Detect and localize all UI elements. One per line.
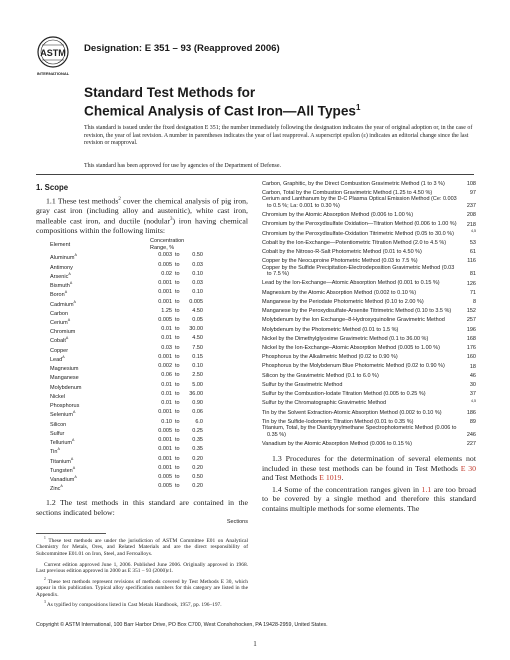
method-row (262, 342, 476, 351)
method-name: Molybdenum by the Photometric Method (0.01 to 1.5 %) (262, 326, 399, 333)
method-row (262, 388, 476, 397)
method-name: Chromium by the Peroxydisulfate Oxidation—Titration Method (0.006 to 1.00 %) (262, 221, 457, 228)
method-row (262, 219, 476, 228)
method-name: Sulfur by the Chromatographic Gravimetric Method (262, 400, 387, 407)
method-row (262, 265, 476, 278)
method-name: Cobalt by the Nitroso-R-Salt Photometric Method (0.01 to 4.50 %) (262, 249, 422, 256)
method-name: Manganese by the Peroxydisulfate-Arsenite Titrimetric Method (0.10 to 3.5 %) (262, 308, 452, 315)
method-name: Phosphorus by the Alkalimetric Method (0.02 to 0.90 %) (262, 354, 398, 361)
copyright-footer: Copyright © ASTM International, 100 Barr Harbor Drive, PO Box C700, West Conshohocken, PA 19428-2959, United States. (36, 622, 328, 628)
method-section: 116 (467, 258, 476, 265)
method-name: Molybdenum by the Ion Exchange–8-Hydroxyquinoline Gravimetric Method (262, 317, 445, 324)
method-name: Manganese by the Periodate Photometric Method (0.10 to 2.00 %) (262, 298, 424, 305)
range-lo: 0.001 (158, 446, 172, 453)
range-lo: 0.03 (161, 344, 172, 351)
element-name: Carbon (50, 310, 69, 317)
range-lo: 0.005 (158, 483, 172, 490)
range-hi: 0.35 (192, 446, 203, 453)
element-name: Arsenic$^A$ (50, 271, 71, 280)
range-to: to (175, 464, 180, 471)
element-name: Manganese (50, 375, 79, 382)
intro-paragraph: This standard is issued under the fixed designation E 351; the number immediately following the designation indicates the year of original adoption or, in the case of revision, the year of last revision. A number in parentheses indicates the year of last reapproval. A superscript epsilon (ε) indicates an editorial change since the last revision or reapproval. (84, 125, 473, 147)
left-column (36, 178, 248, 609)
range-hi: 0.05 (192, 317, 203, 324)
column-header-range: Concentration Range, % (150, 238, 185, 252)
method-row (262, 296, 476, 305)
method-row (262, 416, 476, 425)
concentration-row (50, 262, 203, 271)
svg-text:INTERNATIONAL: INTERNATIONAL (36, 71, 70, 76)
range-to: to (175, 326, 180, 333)
method-name: Copper by the Sulfide Precipitation-Electrodeposition Gravimetric Method (0.03 to 7.5 %) (262, 264, 455, 278)
range-to: to (175, 298, 180, 305)
title-line2: Chemical Analysis of Cast Iron—All Types$^1$ (84, 103, 361, 119)
element-name: Tin$^A$ (50, 447, 60, 456)
range-hi: 4.50 (192, 335, 203, 342)
range-hi: 0.20 (192, 455, 203, 462)
range-hi: 0.20 (192, 483, 203, 490)
range-hi: 4.50 (192, 307, 203, 314)
concentration-table (50, 238, 203, 492)
footnote-rule (36, 533, 106, 534)
range-lo: 1.25 (161, 307, 172, 314)
element-name: Tungsten$^A$ (50, 465, 76, 474)
method-row (262, 438, 476, 447)
method-row (262, 398, 476, 407)
element-name: Silicon (50, 421, 67, 428)
paragraph-1-2: 1.2 The test methods in this standard are contained in the sections indicated below: (36, 498, 248, 517)
method-row (262, 278, 476, 287)
method-section: 8 (472, 298, 476, 305)
sections-column-header: Sections (226, 519, 248, 526)
range-lo: 0.01 (161, 381, 172, 388)
method-row (262, 324, 476, 333)
method-name: Phosphorus by the Molybdenum Blue Photometric Method (0.02 to 0.90 %) (262, 363, 445, 370)
range-hi: 5.00 (192, 381, 203, 388)
method-section: 208 (466, 212, 476, 219)
method-section: 61 (469, 249, 476, 256)
method-row (262, 287, 476, 296)
range-to: to (175, 270, 180, 277)
range-lo: 0.01 (161, 400, 172, 407)
range-to: to (175, 483, 180, 490)
footnote: $^1$ These test methods are under the jurisdiction of ASTM Committee E01 on Analytical Chemistry for Metals, Ores, and Related Materials and are the direct responsibility of Subcommittee E01.01 on Iron, Steel, and Ferroalloys. (36, 536, 248, 558)
method-row (262, 425, 476, 438)
element-name: Copper (50, 347, 69, 354)
concentration-row (50, 363, 203, 372)
element-name: Selenium$^A$ (50, 410, 76, 419)
range-lo: 0.001 (158, 298, 172, 305)
page-number: 1 (253, 640, 257, 648)
range-lo: 0.001 (158, 437, 172, 444)
designation: Designation: E 351 – 93 (Reapproved 2006) (84, 43, 280, 54)
method-name: Chromium by the Peroxydisulfate-Oxidation Titrimetric Method (0.05 to 30.0 %) (262, 230, 454, 237)
range-hi: 30.00 (189, 326, 203, 333)
range-lo: 0.01 (161, 390, 172, 397)
range-hi: 0.10 (192, 363, 203, 370)
range-to: to (175, 437, 180, 444)
intro-dod-note: This standard has been approved for use by agencies of the Department of Defense. (84, 163, 281, 169)
element-name: Sulfur (50, 430, 65, 437)
element-name: Cerium$^A$ (50, 318, 71, 326)
method-section: 176 (466, 344, 476, 351)
method-section: 160 (466, 354, 476, 361)
method-row (262, 228, 476, 237)
range-lo: 0.06 (161, 372, 172, 379)
element-name: Lead$^A$ (50, 354, 65, 363)
method-row (262, 237, 476, 246)
range-to: to (175, 400, 180, 407)
range-lo: 0.005 (158, 427, 172, 434)
range-hi: 0.005 (189, 298, 203, 305)
method-name: Vanadium by the Atomic Absorption Method (0.006 to 0.15 %) (262, 440, 413, 447)
range-lo: 0.001 (158, 455, 172, 462)
range-lo: 0.001 (158, 464, 172, 471)
method-section: 108 (466, 180, 476, 187)
concentration-row (50, 308, 203, 317)
method-row (262, 370, 476, 379)
title-line1: Standard Test Methods for (84, 85, 256, 100)
link-e1019[interactable]: E 1019 (319, 472, 342, 482)
concentration-row (50, 345, 203, 354)
footnote: Current edition approved June 1, 2006. Published June 2006. Originally approved in 1968. Last previous edition approved in 2000 as E 351 – 93 (2000)ε1. (36, 561, 248, 575)
concentration-row (50, 391, 203, 400)
range-hi: 0.03 (192, 280, 203, 287)
method-name: Carbon, Graphitic, by the Direct Combustion Gravimetric Method (1 to 3 %) (262, 180, 445, 187)
range-lo: 0.001 (158, 409, 172, 416)
element-name: Chromium (50, 329, 76, 336)
method-name: Nickel by the Ion-Exchange–Atomic Absorption Method (0.005 to 1.00 %) (262, 344, 440, 351)
concentration-row (50, 483, 203, 492)
paragraph-1-3: 1.3 Procedures for the determination of several elements not included in these test methods can be found in Test Methods E 30 and Test Methods E 1019. (262, 454, 476, 482)
method-name: Cerium and Lanthanum by the D-C Plasma Optical Emission Method (Ce: 0.003 to 0.5 %; La: 0.001 to 0.30 %) (262, 196, 457, 209)
range-hi: 6.0 (195, 418, 203, 425)
method-name: Sulfur by the Gravimetric Method (262, 381, 343, 388)
element-name: Aluminum$^A$ (50, 253, 77, 262)
range-hi: 0.35 (192, 437, 203, 444)
range-hi: 0.90 (192, 400, 203, 407)
footnote: $^3$ As typified by compositions listed in Cast Metals Handbook, 1957, pp. 196–197. (44, 600, 222, 608)
range-to: to (175, 446, 180, 453)
range-to: to (175, 280, 180, 287)
method-section: 227 (466, 440, 476, 447)
footnotes (36, 535, 248, 609)
method-section: 186 (466, 409, 476, 416)
method-name: Tin by the Sulfide-Iodometric Titration Method (0.01 to 0.35 %) (262, 418, 414, 425)
range-lo: 0.001 (158, 353, 172, 360)
concentration-row (50, 299, 203, 308)
range-lo: 0.10 (161, 418, 172, 425)
method-section: 89 (469, 418, 476, 425)
range-hi: 7.50 (192, 344, 203, 351)
method-section: 218 (466, 221, 476, 228)
method-row (262, 379, 476, 388)
method-row (262, 305, 476, 314)
concentration-row (50, 252, 203, 261)
range-lo: 0.01 (161, 335, 172, 342)
method-section: 4,5 (471, 398, 476, 403)
method-row (262, 361, 476, 370)
range-hi: 0.03 (192, 261, 203, 268)
concentration-row (50, 456, 203, 465)
range-to: to (175, 261, 180, 268)
range-hi: 0.06 (192, 409, 203, 416)
range-to: to (175, 344, 180, 351)
range-to: to (175, 409, 180, 416)
method-section: 152 (466, 308, 476, 315)
range-to: to (175, 289, 180, 296)
range-lo: 0.001 (158, 280, 172, 287)
range-hi: 0.10 (192, 289, 203, 296)
element-name: Cobalt$^A$ (50, 336, 69, 345)
range-to: to (175, 335, 180, 342)
element-name: Nickel (50, 393, 65, 400)
concentration-row (50, 474, 203, 483)
method-name: Carbon, Total by the Combustion Gravimetric Method (1.25 to 4.50 %) (262, 190, 433, 197)
range-to: to (175, 474, 180, 480)
svg-text:ASTM: ASTM (40, 48, 66, 58)
element-name: Magnesium (50, 366, 79, 373)
concentration-row (50, 446, 203, 455)
element-name: Phosphorus (50, 402, 80, 409)
range-hi: 0.50 (192, 474, 203, 480)
paragraph-1-1: 1.1 These test methods$^2$ cover the chemical analysis of pig iron, gray cast iron (including alloy and austenitic), white cast iron, malleable cast iron, and ductile (nodular$^3$) iron having chemical compositions within the following limits: (36, 196, 248, 236)
range-to: to (175, 455, 180, 462)
range-lo: 0.005 (158, 261, 172, 268)
range-hi: 2.50 (192, 372, 203, 379)
method-section: 257 (466, 317, 476, 324)
method-row (262, 255, 476, 264)
paragraph-1-4: 1.4 Some of the concentration ranges given in 1.1 are too broad to be covered by a single method and therefore this standard contains multiple methods for some elements. The (262, 485, 476, 513)
method-section: 97 (469, 190, 476, 197)
element-name: Bismuth$^A$ (50, 281, 73, 289)
concentration-row (50, 428, 203, 437)
column-header-element: Element (50, 241, 71, 248)
astm-logo (36, 36, 70, 78)
method-section: 46 (469, 372, 476, 379)
concentration-row (50, 354, 203, 363)
method-section: 126 (466, 280, 476, 287)
method-row (262, 314, 476, 323)
link-e30[interactable]: E 30 (460, 463, 476, 473)
range-to: to (175, 363, 180, 370)
concentration-row (50, 409, 203, 418)
method-section: 237 (466, 202, 476, 209)
range-to: to (175, 353, 180, 360)
divider (36, 174, 474, 175)
method-name: Titanium, Total, by the Diantipyrylmethane Spectrophotometric Method (0.006 to 0.35 %) (262, 425, 457, 438)
range-to: to (175, 381, 180, 388)
method-name: Copper by the Neocuproine Photometric Method (0.03 to 7.5 %) (262, 258, 418, 265)
method-name: Lead by the Ion-Exchange—Atomic Absorption Method (0.001 to 0.15 %) (262, 280, 440, 287)
range-hi: 36.00 (189, 390, 203, 397)
method-section: 246 (466, 431, 476, 438)
concentration-row (50, 271, 203, 280)
element-name: Vanadium$^A$ (50, 475, 77, 483)
concentration-row (50, 437, 203, 446)
range-lo: 0.003 (158, 252, 172, 259)
method-name: Chromium by the Atomic Absorption Method (0.006 to 1.00 %) (262, 212, 414, 219)
method-section: 168 (466, 335, 476, 342)
element-name: Zinc$^A$ (50, 484, 63, 493)
method-section: 71 (469, 289, 476, 296)
range-lo: 0.001 (158, 289, 172, 296)
method-section: 4,5 (471, 228, 476, 233)
concentration-row (50, 382, 203, 391)
methods-table (262, 178, 476, 447)
method-row (262, 187, 476, 196)
method-name: Magnesium by the Atomic Absorption Method (0.002 to 0.10 %) (262, 289, 417, 296)
method-section: 81 (469, 271, 476, 278)
method-row (262, 196, 476, 209)
range-hi: 0.50 (192, 252, 203, 259)
footnote: $^2$ These test methods represent revisions of methods covered by Test Methods E 30, which appear in this publication. Typical alloy specification numbers for this category are listed in the Appendix. (36, 576, 248, 598)
method-name: Tin by the Solvent Extraction-Atomic Absorption Method (0.002 to 0.10 %) (262, 409, 442, 416)
concentration-row (50, 317, 203, 326)
range-hi: 0.10 (192, 270, 203, 277)
element-name: Boron$^A$ (50, 290, 68, 299)
method-section: 30 (469, 381, 476, 388)
range-lo: 0.005 (158, 474, 172, 480)
range-hi: 0.15 (192, 353, 203, 360)
element-name: Molybdenum (50, 384, 82, 391)
range-to: to (175, 317, 180, 324)
link-section-1-1[interactable]: 1.1 (421, 485, 432, 495)
page-title (84, 85, 360, 119)
range-to: to (175, 418, 180, 425)
method-name: Silicon by the Gravimetric Method (0.1 to 6.0 %) (262, 372, 379, 379)
method-row (262, 351, 476, 360)
concentration-row (50, 400, 203, 409)
range-to: to (175, 307, 180, 314)
range-lo: 0.005 (158, 317, 172, 324)
element-name: Antimony (50, 264, 73, 271)
range-lo: 0.02 (161, 270, 172, 277)
method-row (262, 333, 476, 342)
method-section: 18 (469, 363, 476, 370)
concentration-row (50, 372, 203, 381)
concentration-row (50, 465, 203, 474)
method-row (262, 209, 476, 218)
concentration-row (50, 419, 203, 428)
range-hi: 0.20 (192, 464, 203, 471)
method-name: Sulfur by the Combustion-Iodate Titration Method (0.005 to 0.25 %) (262, 391, 426, 398)
section-heading-scope: 1. Scope (36, 183, 69, 192)
concentration-row (50, 326, 203, 335)
range-hi: 0.25 (192, 427, 203, 434)
method-section: 196 (466, 326, 476, 333)
method-row (262, 246, 476, 255)
element-name: Tellurium$^A$ (50, 438, 75, 446)
method-name: Cobalt by the Ion-Exchange—Potentiometric Titration Method (2.0 to 4.5 %) (262, 239, 447, 246)
method-name: Nickel by the Dimethylglyoxime Gravimetric Method (0.1 to 36.00 %) (262, 335, 429, 342)
concentration-row (50, 280, 203, 289)
method-section: 53 (469, 239, 476, 246)
concentration-row (50, 335, 203, 344)
range-lo: 0.002 (158, 363, 172, 370)
range-to: to (175, 252, 180, 259)
method-row (262, 178, 476, 187)
method-row (262, 407, 476, 416)
element-name: Titanium$^A$ (50, 456, 74, 465)
range-to: to (175, 390, 180, 397)
method-section: 37 (469, 391, 476, 398)
range-to: to (175, 372, 180, 379)
range-lo: 0.01 (161, 326, 172, 333)
element-name: Cadmium$^A$ (50, 299, 76, 308)
concentration-row (50, 289, 203, 298)
right-column (262, 178, 476, 513)
range-to: to (175, 427, 180, 434)
